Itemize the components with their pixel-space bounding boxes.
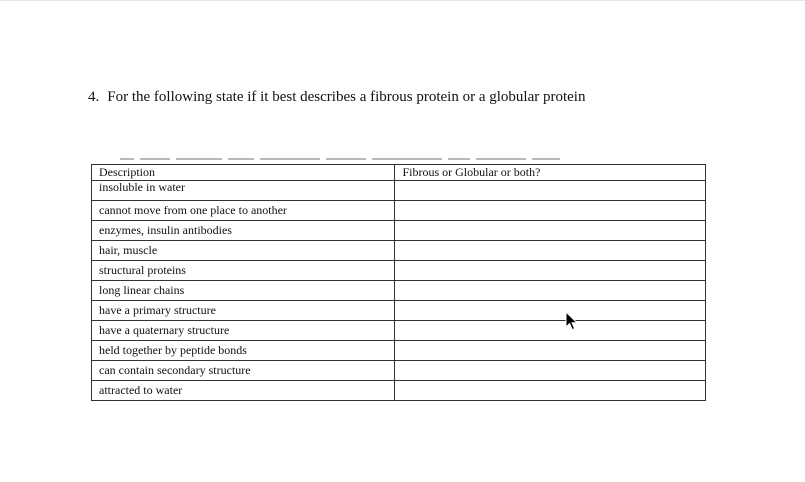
mouse-pointer-icon [565,311,579,331]
row-answer-cell[interactable] [395,261,706,281]
page-top-border [0,0,805,1]
row-description: attracted to water [92,381,395,401]
table-row [92,361,706,381]
row-description: insoluble in water [92,181,395,201]
row-answer-cell[interactable] [395,381,706,401]
row-description: held together by peptide bonds [92,341,395,361]
protein-classification-table [91,164,706,401]
row-description: hair, muscle [92,241,395,261]
header-answer: Fibrous or Globular or both? [395,165,706,181]
row-answer-cell[interactable] [395,221,706,241]
table-row [92,341,706,361]
row-description: enzymes, insulin antibodies [92,221,395,241]
row-answer-cell[interactable] [395,321,706,341]
table-row [92,301,706,321]
table-row [92,261,706,281]
row-description: long linear chains [92,281,395,301]
row-answer-cell[interactable] [395,361,706,381]
question-number: 4. [88,89,100,105]
question-prompt [88,89,585,106]
cropped-text-fragment [120,156,560,162]
row-description: cannot move from one place to another [92,201,395,221]
row-answer-cell[interactable] [395,241,706,261]
row-answer-cell[interactable] [395,281,706,301]
row-answer-cell[interactable] [395,201,706,221]
row-description: have a quaternary structure [92,321,395,341]
table-row [92,241,706,261]
table-row [92,281,706,301]
row-answer-cell[interactable] [395,181,706,201]
table-row [92,201,706,221]
header-description: Description [92,165,395,181]
row-description: structural proteins [92,261,395,281]
row-answer-cell[interactable] [395,301,706,321]
table-header-row [92,165,706,181]
row-answer-cell[interactable] [395,341,706,361]
row-description: can contain secondary structure [92,361,395,381]
table-row [92,181,706,201]
question-text: For the following state if it best describes a fibrous protein or a globular protein [107,89,586,105]
table-row [92,381,706,401]
table-row [92,321,706,341]
row-description: have a primary structure [92,301,395,321]
table-row [92,221,706,241]
